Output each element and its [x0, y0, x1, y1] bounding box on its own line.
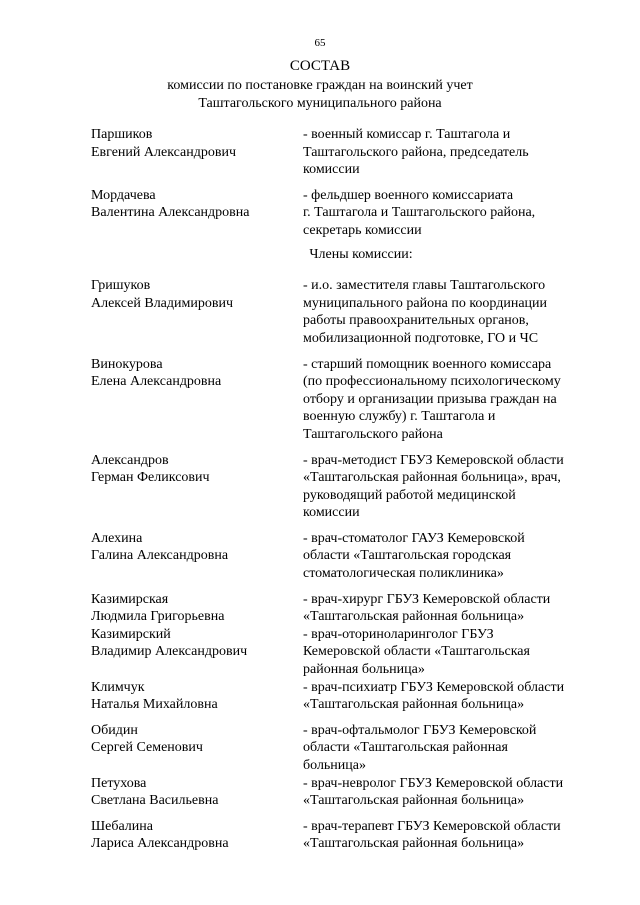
- person-role: [303, 277, 611, 347]
- role-line: отбору и организации призыва граждан на: [303, 391, 557, 407]
- surname: Алехина: [91, 530, 143, 546]
- given-names: Людмила Григорьевна: [91, 609, 225, 625]
- role-line: Таштагольского района, председатель: [303, 144, 529, 160]
- person-role: [303, 126, 611, 179]
- role-line: Кемеровской области «Таштагольская: [303, 644, 530, 660]
- roster-entry: [91, 626, 611, 679]
- person-name: [91, 277, 303, 347]
- document-subtitle-line-2: Таштагольского муниципального района: [198, 96, 442, 111]
- role-line: - военный комиссар г. Таштагола и: [303, 127, 511, 142]
- person-role: [303, 452, 611, 522]
- role-line: «Таштагольская районная больница»: [303, 836, 525, 852]
- surname: Обидин: [91, 722, 138, 738]
- person-role: [303, 530, 611, 583]
- role-line: области «Таштагольская районная: [303, 740, 508, 756]
- entry-spacer: [91, 179, 611, 187]
- role-line: - врач-терапевт ГБУЗ Кемеровской области: [303, 818, 561, 834]
- person-role: [303, 187, 611, 240]
- roster-entry: [91, 775, 611, 810]
- person-name: [91, 818, 303, 853]
- person-role: [303, 356, 611, 444]
- roster-entry: [91, 277, 611, 347]
- role-line: - врач-методист ГБУЗ Кемеровской области: [303, 452, 564, 468]
- roster-entry: [91, 722, 611, 775]
- role-line: - врач-стоматолог ГАУЗ Кемеровской: [303, 530, 525, 546]
- given-names: Сергей Семенович: [91, 740, 203, 756]
- role-line: области «Таштагольская городская: [303, 548, 512, 564]
- role-line: - фельдшер военного комиссариата: [303, 187, 514, 203]
- given-names: Герман Феликсович: [91, 470, 210, 486]
- entry-spacer: [91, 810, 611, 818]
- document-subtitle-line-1: комиссии по постановке граждан на воинский учет: [167, 78, 473, 93]
- person-name: [91, 452, 303, 522]
- role-line: - врач-невролог ГБУЗ Кемеровской области: [303, 775, 564, 791]
- role-line: - врач-оториноларинголог ГБУЗ: [303, 626, 494, 642]
- person-name: [91, 530, 303, 583]
- role-line: районная больница»: [303, 662, 425, 678]
- person-name: [91, 356, 303, 444]
- roster-entry: [91, 356, 611, 444]
- entry-spacer: [91, 714, 611, 722]
- role-line: военную службу) г. Таштагола и: [303, 409, 496, 425]
- role-line: - и.о. заместителя главы Таштагольского: [303, 278, 546, 294]
- document-title: СОСТАВ: [289, 58, 351, 74]
- surname: Казимирская: [91, 591, 169, 607]
- role-line: «Таштагольская районная больница»: [303, 697, 525, 713]
- given-names: Светлана Васильевна: [91, 793, 219, 809]
- person-role: [303, 626, 611, 679]
- given-names: Владимир Александрович: [91, 644, 248, 660]
- role-line: муниципального района по координации: [303, 295, 548, 311]
- surname: Винокурова: [91, 356, 163, 372]
- person-role: [303, 775, 611, 810]
- commission-roster: [91, 126, 611, 853]
- role-line: - врач-хирург ГБУЗ Кемеровской области: [303, 591, 551, 607]
- members-list: [91, 277, 611, 853]
- role-line: комиссии: [303, 162, 360, 178]
- person-name: [91, 775, 303, 810]
- entry-spacer: [91, 348, 611, 356]
- role-line: Таштагольского района: [303, 426, 443, 442]
- role-line: - старший помощник военного комиссара: [303, 356, 552, 372]
- role-line: «Таштагольская районная больница», врач,: [303, 470, 561, 486]
- roster-entry: [91, 530, 611, 583]
- roster-entry: [91, 818, 611, 853]
- person-role: [303, 722, 611, 775]
- person-name: [91, 591, 303, 626]
- person-role: [303, 591, 611, 626]
- entry-spacer: [91, 522, 611, 530]
- given-names: Лариса Александровна: [91, 836, 229, 852]
- person-name: [91, 126, 303, 179]
- surname: Петухова: [91, 775, 147, 791]
- surname: Александров: [91, 452, 169, 468]
- role-line: стоматологическая поликлиника»: [303, 566, 504, 582]
- person-name: [91, 679, 303, 714]
- given-names: Алексей Владимирович: [91, 295, 234, 311]
- role-line: г. Таштагола и Таштагольского района,: [303, 205, 536, 221]
- role-line: мобилизационной подготовке, ГО и ЧС: [303, 330, 539, 346]
- given-names: Елена Александровна: [91, 374, 222, 390]
- person-role: [303, 679, 611, 714]
- entry-spacer: [91, 583, 611, 591]
- roster-entry: [91, 679, 611, 714]
- person-name: [91, 722, 303, 775]
- surname: Шебалина: [91, 818, 153, 834]
- members-heading: Члены комиссии:: [309, 246, 413, 262]
- role-line: - врач-психиатр ГБУЗ Кемеровской области: [303, 679, 565, 695]
- surname: Казимирский: [91, 626, 171, 642]
- role-line: работы правоохранительных органов,: [303, 313, 529, 329]
- given-names: Валентина Александровна: [91, 205, 250, 221]
- role-line: секретарь комиссии: [303, 222, 422, 238]
- leadership-list: [91, 126, 611, 240]
- surname: Мордачева: [91, 187, 156, 203]
- role-line: больница»: [303, 758, 366, 773]
- surname: Паршиков: [91, 127, 153, 142]
- surname: Гришуков: [91, 278, 151, 294]
- surname: Климчук: [91, 679, 145, 695]
- person-name: [91, 626, 303, 679]
- roster-entry: [91, 591, 611, 626]
- roster-entry: [91, 187, 611, 240]
- role-line: руководящий работой медицинской: [303, 487, 516, 503]
- person-name: [91, 187, 303, 240]
- person-role: [303, 818, 611, 853]
- role-line: «Таштагольская районная больница»: [303, 609, 525, 625]
- role-line: комиссии: [303, 505, 360, 521]
- given-names: Евгений Александрович: [91, 144, 237, 160]
- role-line: «Таштагольская районная больница»: [303, 793, 525, 809]
- roster-entry: [91, 452, 611, 522]
- given-names: Наталья Михайловна: [91, 697, 218, 713]
- role-line: (по профессиональному психологическому: [303, 374, 561, 390]
- role-line: - врач-офтальмолог ГБУЗ Кемеровской: [303, 722, 537, 738]
- roster-entry: [91, 126, 611, 179]
- entry-spacer: [91, 444, 611, 452]
- page-number: 65: [314, 37, 326, 49]
- given-names: Галина Александровна: [91, 548, 229, 564]
